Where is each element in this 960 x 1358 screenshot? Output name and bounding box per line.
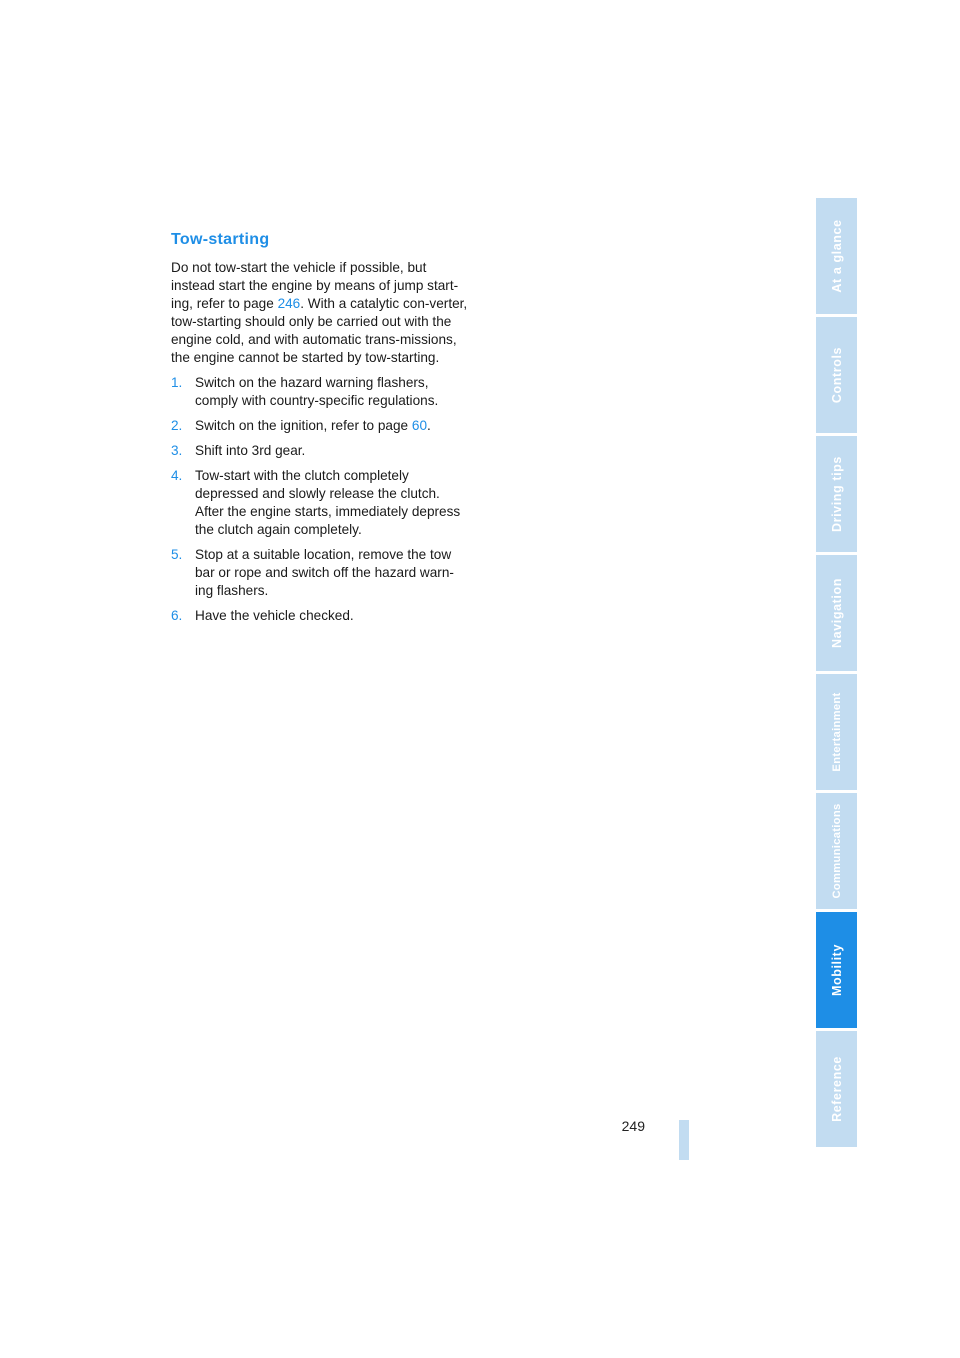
step-number: 2. [171,418,183,433]
step-text: Stop at a suitable location, remove the tow bar or rope and switch off the hazard warn-ing flashers. [195,547,454,598]
step-text-before: Switch on the ignition, refer to page [195,418,412,433]
tab-label: At a glance [829,219,844,293]
step-text: Shift into 3rd gear. [195,443,306,458]
step-number: 5. [171,547,183,562]
intro-text-after: . With a catalytic con-verter, tow-starting should only be carried out with the engine cold, and with automatic trans-missions, the engine cannot be started by tow-starting. [171,296,468,365]
tab-at-a-glance[interactable] [816,198,857,317]
intro-paragraph [171,259,471,367]
step-item [171,607,471,625]
steps-list [171,374,471,625]
step-item [171,467,471,539]
intro-text-before: Do not tow-start the vehicle if possible, but instead start the engine by means of jump start-ing, refer to page [171,260,459,311]
tab-label: Entertainment [830,692,843,772]
page-link-246[interactable]: 246 [277,296,301,311]
tab-label: Controls [829,346,844,404]
step-number: 3. [171,443,183,458]
tab-reference[interactable] [816,1031,857,1150]
step-text [195,417,471,435]
step-text-after: . [427,418,431,433]
tab-label: Communications [830,803,843,899]
step-text: Tow-start with the clutch completely depressed and slowly release the clutch. After the engine starts, immediately depress the clutch again completely. [195,468,461,537]
tab-driving-tips[interactable] [816,436,857,555]
step-item [171,417,471,435]
step-item [171,546,471,600]
tab-communications[interactable] [816,793,857,912]
tab-mobility[interactable] [816,912,857,1031]
page-link-60[interactable]: 60 [411,418,428,433]
main-content [171,229,471,632]
tab-entertainment[interactable] [816,674,857,793]
page-number-bar [679,1120,689,1160]
tab-label: Mobility [829,943,844,997]
step-number: 4. [171,468,183,483]
step-item [171,442,471,460]
section-title: Tow-starting [171,231,270,248]
tab-label: Driving tips [829,456,844,532]
step-text: Switch on the hazard warning flashers, comply with country-specific regulations. [195,375,439,408]
tab-label: Reference [829,1056,844,1122]
step-item [171,374,471,410]
page-number: 249 [621,1118,645,1134]
tab-label: Navigation [829,578,844,648]
step-text: Have the vehicle checked. [195,608,354,623]
step-number: 6. [171,608,183,623]
tab-navigation[interactable] [816,555,857,674]
step-number: 1. [171,375,183,390]
tab-controls[interactable] [816,317,857,436]
chapter-sidebar [816,198,857,1150]
